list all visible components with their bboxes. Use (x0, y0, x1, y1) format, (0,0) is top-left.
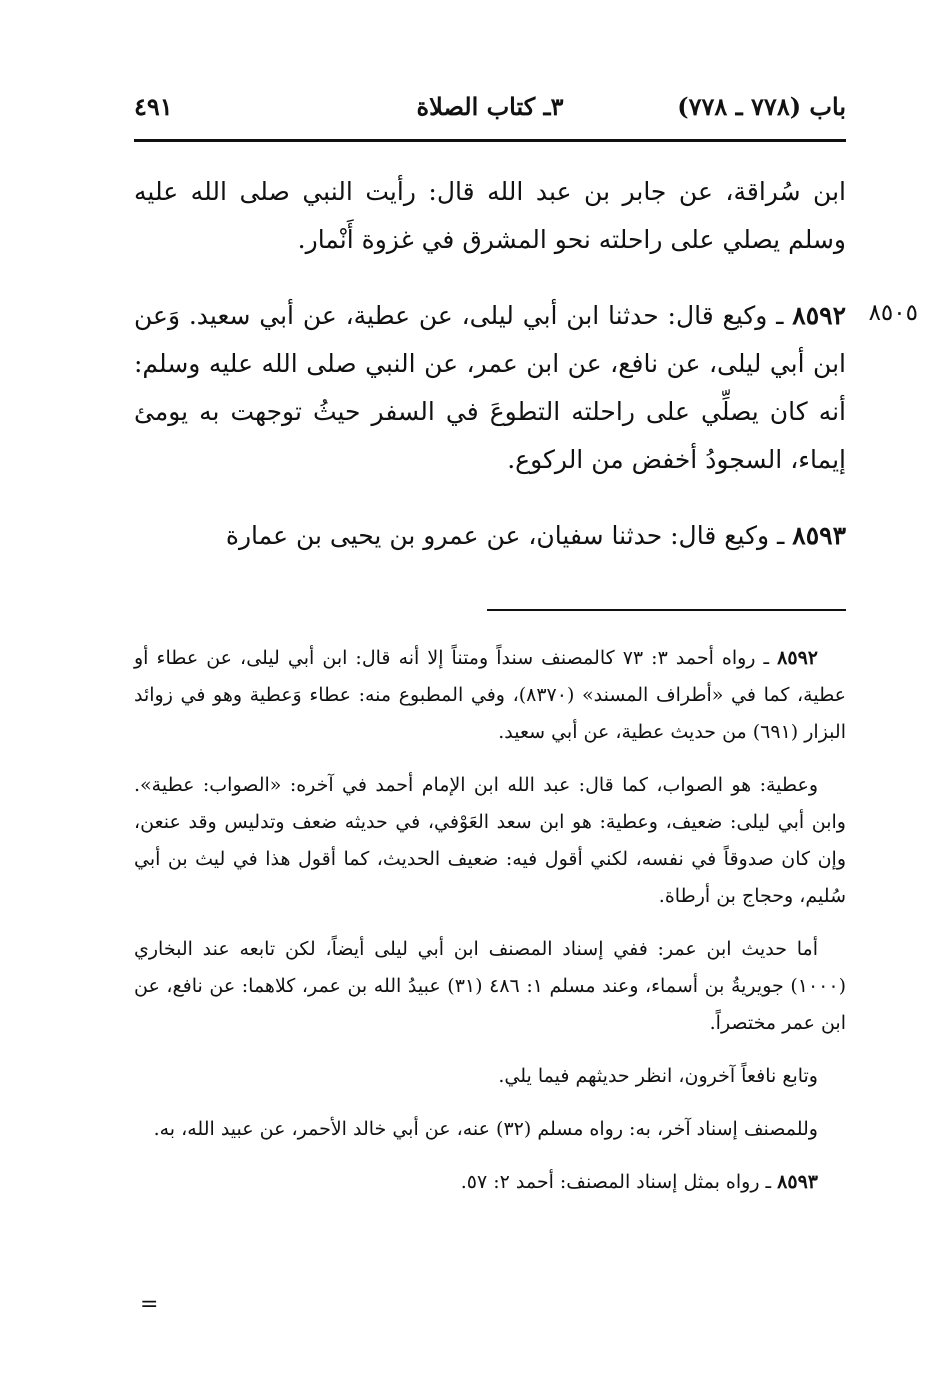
margin-hadith-number: ٨٥٠٥ (868, 300, 918, 326)
header-divider (134, 139, 846, 142)
footnote-8592 (134, 640, 846, 751)
footnote-paragraph-atiyya: وعطية: هو الصواب، كما قال: عبد الله ابن الإمام أحمد في آخره: «الصواب: عطية». وابن أبي ليلى: ضعيف، وعطية: هو ابن سعد العَوْفي، في حديثه ضعف وتدليس وقد عنعن، وإن كان صدوقاً في نفسه، لكني أقول فيه: ضعيف الحديث، كما أقول هذا في ليث بن أبي سُليم، وحجاج بن أرطاة. (134, 774, 846, 907)
footnote-number: ٨٥٩٢ (777, 647, 818, 669)
hadith-number: ٨٥٩٣ (792, 521, 846, 550)
footnote-divider (487, 609, 846, 611)
continuation-mark: = (140, 1292, 159, 1317)
footnote-paragraph-followers: وتابع نافعاً آخرون، انظر حديثهم فيما يلي. (498, 1065, 818, 1087)
footnote-paragraph-other-isnad: وللمصنف إسناد آخر، به: رواه مسلم (٣٢) عنه، عن أبي خالد الأحمر، عن عبيد الله، به. (153, 1118, 818, 1140)
footnote-number: ٨٥٩٣ (777, 1171, 818, 1193)
footnote-text: ـ رواه أحمد ٣: ٧٣ كالمصنف سنداً ومتناً إلا أنه قال: ابن أبي ليلى، عن عطاء أو عطية، كما في «أطراف المسند» (٨٣٧٠)، وفي المطبوع منه: عطاء وَعطية وهو في زوائد البزار (٦٩١) من حديث عطية، عن أبي سعيد. (134, 647, 847, 743)
chapter-heading: باب (٧٧٨ ـ ٧٧٨) (677, 92, 846, 121)
footnote-paragraph-ibn-umar: أما حديث ابن عمر: ففي إسناد المصنف ابن أبي ليلى أيضاً، لكن تابعه عند البخاري (١٠٠٠) جويريةُ بن أسماء، وعند مسلم ١: ٤٨٦ (٣١) عبيدُ الله بن عمر، كلاهما: عن نافع، عن ابن عمر مختصراً. (134, 938, 846, 1034)
main-text (134, 168, 846, 560)
hadith-8593-paragraph (134, 512, 846, 560)
running-header (134, 92, 846, 134)
hadith-number: ٨٥٩٢ (792, 301, 846, 330)
hadith-text: ـ وكيع قال: حدثنا سفيان، عن عمرو بن يحيى بن عمارة (225, 521, 793, 550)
footnote-text: ـ رواه بمثل إسناد المصنف: أحمد ٢: ٥٧. (460, 1171, 778, 1193)
hadith-text: ـ وكيع قال: حدثنا ابن أبي ليلى، عن عطية، عن أبي سعيد. وَعن ابن أبي ليلى، عن نافع، عن ابن عمر، عن النبي صلى الله عليه وسلم: أنه كان يصلِّي على راحلته التطوعَ في السفر حيثُ توجهت به يومئ إيماء، السجودُ أخفض من الركوع. (134, 301, 846, 474)
book-title: ٣ـ كتاب الصلاة (416, 92, 564, 121)
footnotes (134, 640, 846, 1217)
hadith-8592-paragraph (134, 292, 846, 484)
continuation-paragraph: ابن سُراقة، عن جابر بن عبد الله قال: رأيت النبي صلى الله عليه وسلم يصلي على راحلته نحو المشرق في غزوة أَنْمار. (134, 177, 846, 254)
page-number: ٤٩١ (134, 92, 173, 121)
footnote-8593 (134, 1164, 846, 1201)
